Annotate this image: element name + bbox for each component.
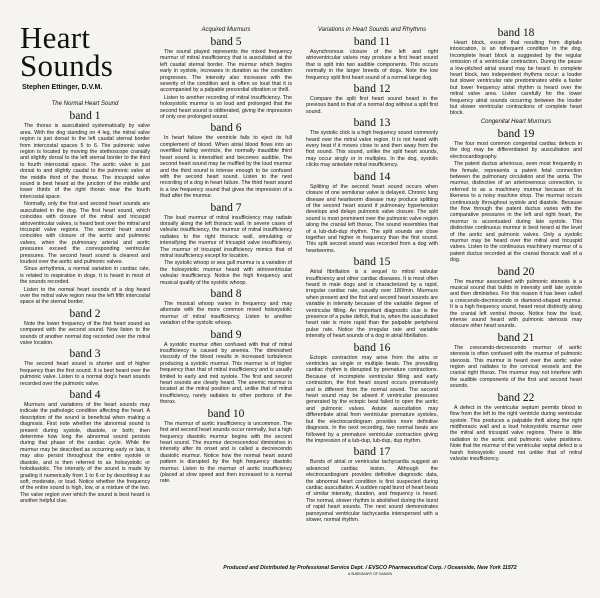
band-paragraph: Listen to the normal heart sounds of a dog heard over the mitral valve region near the left fifth intercostal space at the sternal border.: [20, 286, 150, 306]
band-17: [306, 446, 438, 523]
band-20: [450, 266, 582, 330]
band-heading: band 10: [207, 407, 245, 420]
band-paragraph: Sinus arrhythmia, a normal variation in cardiac rate, is related to respiration in dogs. It is heard in most of the sounds recorded.: [20, 266, 150, 286]
band-heading: band 19: [497, 127, 535, 140]
document-title: Heart Sounds: [20, 20, 114, 83]
band-paragraph: Heart block, except that resulting from digitalis intoxication, is an infrequent condition in the dog. Incomplete heart block is suggested by the regular omission of a ventricular contraction. During the pause a low-pitched atrial sound may be heard. In complete heart block, two independent rhythms occur: a louder but slower ventricular rate predominates while a faster but lower frequency atrial rhythm is heard over the mitral valve area. Listen carefully for the lower frequency atrial sounds occurring between the louder but slower ventricular contractions of complete heart block.: [450, 40, 582, 117]
band-paragraph: Compare the split first heart sound heard in the previous band to that of a normal dog without a split first sound.: [306, 96, 438, 115]
band-2: [20, 308, 150, 347]
band-paragraph: Note the lower frequency of the first heart sound as compared with the second sound. Now listen to the sounds of another normal dog recorded over the mitral valve location.: [20, 320, 150, 346]
footer-credit: Produced and Distributed by Professional Service Dept. / EVSCO Pharmaceutical Corp. / Oceanside, New York 11572: [223, 565, 517, 571]
band-4: [20, 389, 150, 505]
band-8: [160, 288, 292, 327]
band-paragraph: Murmurs and variations of the heart sounds may indicate the pathologic condition affecting the heart. A description of the sound is beneficial when making a diagnosis. First note whether the abnormal sound is present during systole, diastole, or both; then determine how long the abnormal sound persists during that phase of the cardiac cycle. While the murmur may be described as occurring early or late, it may also persist throughout the entire systole or diastole, and is then referred to as holosystolic or holodiastolic. The intensity of the sound is made by grading it numerically from 1 to 6 or by describing it as soft, moderate, or loud. Notice whether the frequency of the entire sound is high, low, or a mixture of the two. The valve region over which the sound is best heard is another helpful clue.: [20, 402, 150, 505]
band-13: [306, 117, 438, 168]
column-2: [160, 0, 292, 486]
column-4: [450, 0, 582, 463]
band-heading: band 5: [210, 36, 242, 48]
band-6: [160, 122, 292, 199]
band-5: [160, 36, 292, 120]
band-heading: band 9: [210, 328, 242, 341]
band-paragraph: Splitting of the second heart sound occurs when closure of one semilunar valve is delayed. Chronic lung disease and heartworm disease may produce splitting of the second heart sound if pulmonary hypertension develops and delays pulmonic valve closure. The split sound is most prominent over the pulmonic valve region along the cranial left thorax. The sound resembles that of a lub-dub-dup rhythm. The split sounds are close together and higher in frequency than the first sound. This split second sound was recorded from a dog with heartworms.: [306, 183, 438, 254]
band-paragraph: Bursts of atrial or ventricular tachycardia suggest an advanced cardiac lesion. Although the electrocardiogram provides definitive diagnostic data, the abnormal heart condition is first suspected during cardiac auscultation. A sudden rapid burst of heart beats of similar intensity, duration, and frequency is heard. The normal, slower rhythm is abolished during the burst of rapid heart sounds. The next sound demonstrates paroxysmal ventricular tachycardia interspersed with a slower, normal rhythm.: [306, 459, 438, 523]
band-paragraph: The patent ductus arteriosus, seen most frequently in the female, represents a patent fetal connection between the pulmonary circulation and the aorta. The murmur, distinctive of an arteriovenous connection, is referred to as a machinery murmur because of its likeness to a noisy machine shop. The murmur occurs continuously throughout systole and diastole. Because the flow through the patent ductus varies with the comparative pressures in the left and right heart, the murmur is accentuated during late systole. This distinctive continuous murmur is best heard at the level of the aortic and pulmonic valves. Only a systolic murmur may be heard over the mitral and tricuspid valves. Listen to the continuous machinery murmur of a patent ductus recorded at the cranial thoracic wall of a dog.: [450, 161, 582, 264]
column-1: [20, 0, 150, 506]
band-heading: band 20: [497, 265, 535, 278]
band-1: [20, 110, 150, 305]
band-21: [450, 332, 582, 390]
band-heading: band 17: [353, 446, 391, 459]
band-paragraph: A systolic murmur often confused with that of mitral insufficiency is caused by anemia. The diminished viscosity of the blood results in increased turbulence producing a systolic murmur. This murmur is of higher frequency than that of mitral insufficiency and is usually limited to early and mid systole. The first and second heart sounds are clearly heard. The anemic murmur is located at the mitral position and, unlike that of mitral insufficiency, rarely radiates to other portions of the thorax.: [160, 341, 292, 406]
band-heading: band 12: [353, 83, 391, 96]
band-22: [450, 392, 582, 463]
band-18: [450, 27, 582, 117]
band-paragraph: Normally, only the first and second heart sounds are auscultated in the dog. The first heart sound, which coincides with closure of the mitral and tricuspid atrioventricular valves, is heard best over the mitral and tricuspid valve regions. The second heart sound coincides with closure of the aortic and pulmonic valves, when the pulmonary arterial and aortic pressures exceed the corresponding ventricular pressures. The second heart sound is clearest and loudest over the aortic and pulmonic valves.: [20, 201, 150, 265]
band-paragraph: The systolic click is a high frequency sound commonly heard over the mitral valve region. It is not heard with every beat if it moves close to and then away from the first sound. This sound, unlike the split heart sounds, may occur singly or in multiples. In the dog, systolic clicks may antedate mitral insufficiency.: [306, 130, 438, 169]
band-7: [160, 202, 292, 286]
band-heading: band 11: [353, 36, 391, 48]
band-heading: band 4: [69, 389, 101, 402]
author-name: Stephen Ettinger, D.V.M.: [22, 84, 103, 91]
band-paragraph: The second heart sound is shorter and of higher frequency than the first sound. It is best heard over the pulmonic valve. Listen to a normal dog's heart sounds recorded over the pulmonic valve.: [20, 361, 150, 387]
band-heading: band 14: [353, 170, 391, 183]
band-paragraph: The loud murmur of mitral insufficiency may radiate dorsally along the left thoracic wall. In severe cases of valvular insufficiency, the murmur of mitral insufficiency radiates to the right thoracic wall, simulating or intensifying the murmur of tricuspid valve insufficiency. The murmur of tricuspid insufficiency mimics that of mitral insufficiency except for location.: [160, 214, 292, 259]
band-15: [306, 256, 438, 339]
band-heading: band 1: [69, 110, 101, 123]
band-paragraph: Asynchronous closure of the left and right atrioventricular valves may produce a first heart sound that is split into two audible components. This occurs normally in the larger breeds of dogs. Note the low frequency split first heart sound of a normal large dog.: [306, 49, 438, 81]
band-12: [306, 83, 438, 115]
band-heading: band 8: [210, 288, 242, 300]
band-heading: band 13: [353, 117, 391, 130]
section-heading-variations: Variations in Heart Sounds and Rhythms: [317, 27, 427, 33]
band-paragraph: Listen to another recording of mitral insufficiency. The holosystolic murmur is so loud and prolonged that the second heart sound is obliterated, giving the impression of only one prolonged sound.: [160, 94, 292, 121]
band-heading: band 6: [210, 122, 242, 135]
band-heading: band 7: [210, 201, 242, 214]
band-paragraph: Atrial fibrillation is a sequel to mitral valvular insufficiency and other cardiac diseases. It is most often heard in male dogs and is characterized by a rapid, irregular cardiac rate, usually over 180/min. Murmurs when present and the first and second heart sounds are variable in intensity because of the variable degree of ventricular filling. An important diagnostic clue is the presence of a pulse deficit, that is, when the auscultated heart rate is more rapid than the palpable peripheral pulse rate. Notice the irregular rate and variable intensity of heart sounds of a dog in atrial fibrillation.: [306, 269, 438, 340]
band-heading: band 2: [69, 307, 101, 320]
column-3: [306, 0, 438, 524]
band-11: [306, 36, 438, 81]
band-10: [160, 408, 292, 485]
band-19: [450, 128, 582, 264]
band-paragraph: The murmur associated with pulmonic stenosis is a musical sound that builds in intensity until late systole and then diminishes. For this reason it has been called a crescendo-decrescendo or diamond-shaped murmur. It is a high frequency sound, heard most distinctly along the cranial left ventral thorax. Notice how the loud, intense sound heard with pulmonic stenosis may obscure other heart sounds.: [450, 278, 582, 330]
band-paragraph: The thorax is auscultated systematically by valve area. With the dog standing on 4 leg, the mitral valve region is just dorsal to the left caudal sternal border from intercostal spaces 5 to 6. The pulmonic valve region is located by moving the stethoscope cranially and slightly dorsal to the left sternal border to the third to fourth intercostal space. The aortic valve is just dorsal to and slightly caudal to the pulmonic valve at the middle third of the thorax. The tricuspid valve sound is best heard at the junction of the middle and lower thirds of the right thorax near the fourth intercostal space.: [20, 123, 150, 200]
band-3: [20, 348, 150, 387]
band-heading: band 21: [497, 331, 535, 344]
band-paragraph: The four most common congenital cardiac defects in the dog may be differentiated by auscultation and electrocardiography.: [450, 140, 582, 160]
band-paragraph: The crescendo-decrescendo murmur of aortic stenosis is often confused with the murmur of pulmonic stenosis. This murmur is heard over the aortic valve region and radiates to the cervical vessels and the cranial right thorax. The murmur may not interfere with the audible components of the first and second heart sounds.: [450, 344, 582, 390]
section-heading-acquired: Acquired Murmurs: [201, 27, 251, 33]
section-heading-congenital: Congenital Heart Murmurs: [480, 118, 552, 125]
band-14: [306, 171, 438, 254]
band-paragraph: Ectopic contraction may arise from the atria or ventricles as single or multiple beats. The prevailing cardiac rhythm is disrupted by premature contractions. Because of incomplete ventricular filling and early contraction, the first heart sound occurs prematurely and is different from the normal sound. The second heart sound may be absent if ventricular pressures generated by the ectopic beat failed to open the aortic and pulmonic valves. Astute auscultation may differentiate atrial from ventricular premature systoles, but the electrocardiogram provides more definitive diagnosis. In the next recording, two normal beats are followed by a premature ventricular contraction giving the impression of a lub-dup, lub-dup, dup rhythm.: [306, 354, 438, 444]
band-heading: band 15: [353, 256, 391, 269]
footer: [160, 565, 580, 577]
band-paragraph: In heart failure the ventricle fails to eject its full complement of blood. When atrial blood flows into an overfilled failing ventricle, the normally inaudible third heart sound is intensified and becomes audible. The second heart sound may be muffled by the loud murmur and the third sound is intense enough to be confused with the second heart sound. Listen to the next recording of a dog in heart failure. The third heart sound is a low frequency sound that gives the impression of a thud after the murmur.: [160, 135, 292, 200]
band-paragraph: The murmur of aortic insufficiency is uncommon. The first and second heart sounds occur normally, but a high frequency diastolic murmur begins with the second heart sound. The murmur decrescendos/ diminishes in intensity after its onset and is called a decrescendo diastolic murmur. Notice how the normal heart sound pattern is disrupted by the high frequency diastolic murmur. Listen to the murmur of aortic insufficiency (placed at slow speed and then increased to a normal rate.: [160, 420, 292, 485]
band-heading: band 22: [497, 391, 535, 404]
footer-subsidiary: A SUBSIDIARY OF DAMON: [347, 572, 393, 576]
band-paragraph: The musical whoop varies in frequency and may alternate with the more common mixed holosystolic murmur of mitral insufficiency. Listen to another variation of the systolic whoop.: [160, 301, 292, 327]
band-heading: band 3: [69, 348, 101, 361]
band-paragraph: The systolic whoop or sea gull murmur is a variation of the holosystolic murmur heard with atrioventricular valvular insufficiency. Notice the high frequency and musical quality of the systolic whoop.: [160, 260, 292, 286]
band-heading: band 16: [353, 341, 391, 354]
band-heading: band 18: [497, 27, 535, 39]
band-16: [306, 342, 438, 445]
band-paragraph: A defect in the ventricular septum permits blood to flow from the left to the right ventricle during ventricular systole. This produces a palpable thrill along the right midthoracic wall and a loud holosystolic murmur over the mitral and tricuspid valve regions. There is little radiation to the aortic and pulmonic valve positions. Note that the murmur of the ventricular septal defect is a harsh holosystolic sound not unlike that of mitral valvular insufficiency.: [450, 404, 582, 462]
band-paragraph: The sound played represents the mixed frequency murmur of mitral insufficiency that is auscultated at the left caudal sternal border. The murmur which begins early in systole, increases in duration as the condition progresses. The intensity also increases with the severity of the condition and is often so loud that it is accompanied by a palpable precordial vibration or thrill.: [160, 49, 292, 94]
band-9: [160, 329, 292, 406]
section-heading-normal: The Normal Heart Sound: [51, 101, 119, 108]
